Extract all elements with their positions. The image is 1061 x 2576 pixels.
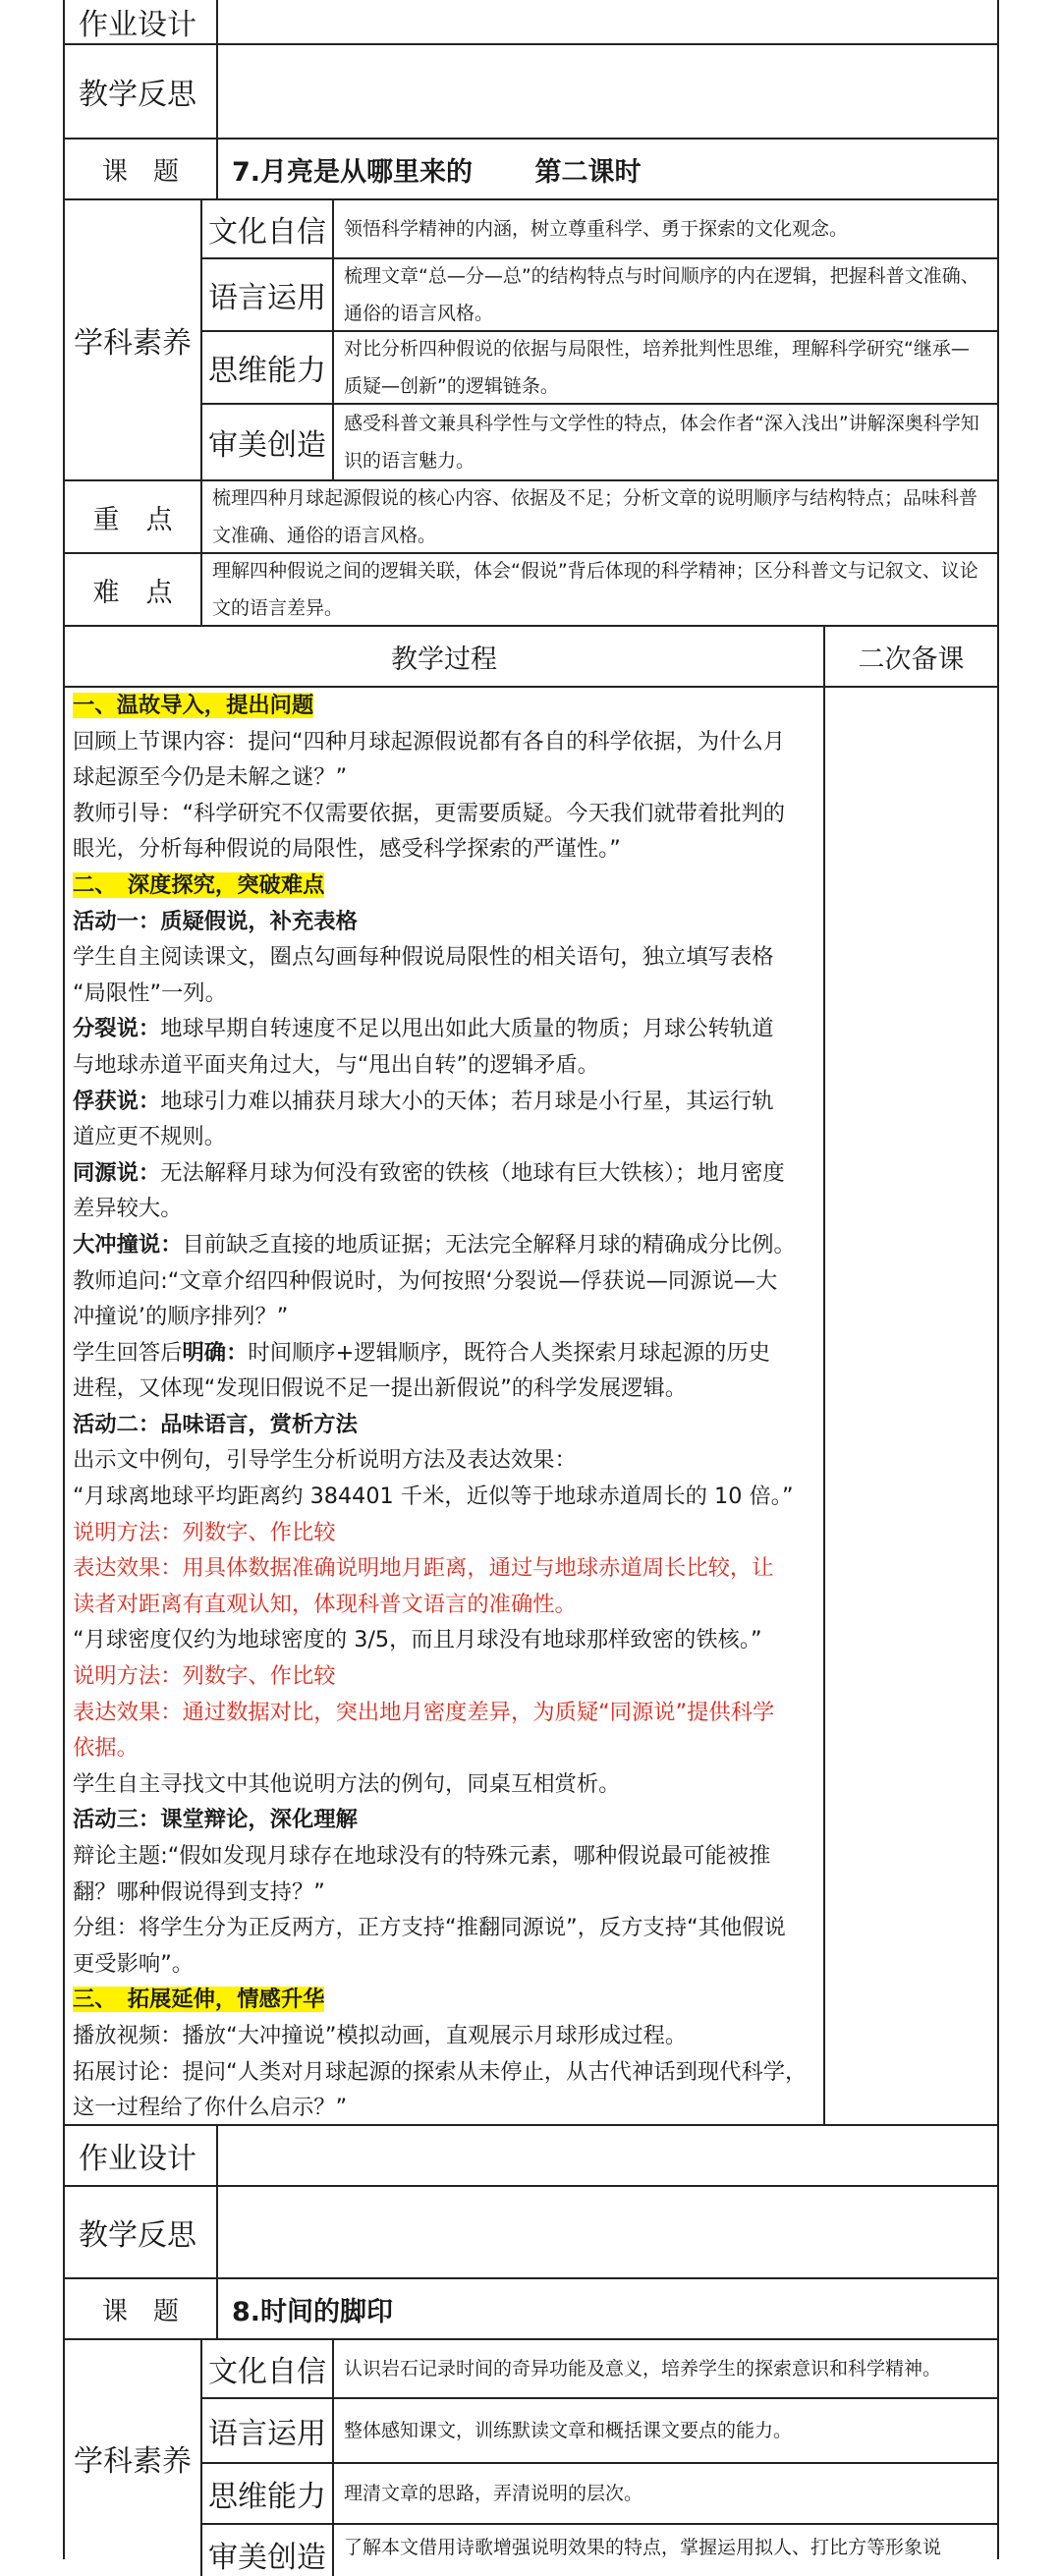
homework-label: 作业设计 [65,0,218,43]
effect-note: 表达效果：通过数据对比，突出地月密度差异，为质疑“同源说”提供科学 [73,1699,775,1725]
paragraph: 教师引导：“科学研究不仅需要依据，更需要质疑。今天我们就带着批判的 [73,800,786,826]
reflection-content[interactable] [218,2187,997,2277]
activity-title: 活动一：质疑假说，补充表格 [73,908,358,934]
competency-text: 对比分析四种假说的依据与局限性，培养批判性思维，理解科学研究“继承—质疑—创新”的逻辑链条。 [344,338,970,397]
homework-content[interactable] [218,2126,997,2185]
effect-note: 表达效果：用具体数据准确说明地月距离，通过与地球赤道周长比较，让 [73,1555,774,1582]
competency-text: 感受科普文兼具科学性与文学性的特点，体会作者“深入浅出”讲解深奥科学知识的语言魅力。 [344,413,979,472]
competency-label: 学科素养 [65,2340,202,2576]
paragraph: 进程，又体现“发现旧假说不足一提出新假说”的科学发展逻辑。 [73,1375,688,1402]
homework-content[interactable] [218,0,997,43]
paragraph: 回顾上节课内容：提问“四种月球起源假说都有各自的科学依据，为什么月 [73,728,786,755]
process-content [65,688,825,2124]
paragraph: 翻？哪种假说得到支持？” [73,1878,325,1905]
paragraph: 这一过程给了你什么启示？” [73,2095,348,2121]
section-title: 一、温故导入，提出问题 [73,693,314,718]
key-point-text: 梳理四种月球起源假说的核心内容、依据及不足；分析文章的说明顺序与结构特点；品味科普文准确、通俗的语言风格。 [212,487,978,546]
example-sentence: “月球离地球平均距离约 384401 千米，近似等于地球赤道周长的 10 倍。” [73,1484,794,1510]
paragraph: “局限性”一列。 [73,980,227,1006]
paragraph: 冲撞说’的顺序排列？” [73,1304,289,1330]
paragraph: 播放视频：播放“大冲撞说”模拟动画，直观展示月球形成过程。 [73,2022,688,2048]
reflection-content[interactable] [218,45,997,138]
lesson-plan-table [63,0,999,2575]
difficulty-row [65,554,997,627]
effect-note: 读者对距离有直观认知，体现科普文语言的准确性。 [73,1591,577,1617]
reflection-row [65,45,997,140]
hypothesis-text: 目前缺乏直接的地质证据；无法完全解释月球的精确成分比例。 [182,1231,796,1258]
topic-label: 课 题 [65,2279,218,2338]
hypothesis-label: 大冲撞说： [73,1231,183,1258]
section-title: 三、 拓展延伸，情感升华 [73,1987,325,2013]
method-note: 说明方法：列数字、作比较 [73,1663,336,1690]
activity-title: 活动二：品味语言，赏析方法 [73,1411,358,1437]
competency-text: 领悟科学精神的内涵，树立尊重科学、勇于探索的文化观念。 [344,218,849,240]
topic-row-2 [65,2279,997,2340]
competency-descriptions [334,200,997,479]
competency-row-2 [65,2340,997,2576]
paragraph: 差异较大。 [73,1196,183,1222]
competency-names [202,200,334,479]
topic-value: 7.月亮是从哪里来的 第二课时 [232,156,642,188]
topic-label: 课 题 [65,140,218,198]
competency-name: 语言运用 [202,259,332,332]
answer-label: 明确： [182,1339,249,1366]
method-note: 说明方法：列数字、作比较 [73,1519,336,1545]
competency-name: 审美创造 [208,428,326,463]
activity-title: 活动三：课堂辩论，深化理解 [73,1807,358,1833]
homework-row [65,0,997,45]
competency-name: 文化自信 [202,200,332,259]
difficulty-text: 理解四种假说之间的逻辑关联，体会“假说”背后体现的科学精神；区分科普文与记叙文、议论文的语言差异。 [212,560,978,619]
paragraph: 分组：将学生分为正反两方，正方支持“推翻同源说”，反方支持“其他假说 [73,1915,786,1941]
hypothesis-text: 地球早期自转速度不足以甩出如此大质量的物质；月球公转轨道 [160,1016,774,1042]
key-point-label: 重 点 [65,481,202,552]
answer-text: 时间顺序+逻辑顺序，既符合人类探索月球起源的历史 [248,1339,770,1366]
competency-name: 思维能力 [202,2464,332,2525]
paragraph: 出示文中例句，引导学生分析说明方法及表达效果： [73,1447,577,1474]
topic-row [65,140,997,200]
competency-text: 理清文章的思路，弄清说明的层次。 [344,2483,643,2504]
hypothesis-text: 地球引力难以捕获月球大小的天体；若月球是小行星，其运行轨 [160,1088,774,1114]
competency-name: 语言运用 [202,2399,332,2464]
competency-descriptions [334,2340,997,2576]
answer-prefix: 学生回答后 [73,1339,183,1366]
hypothesis-text: 无法解释月球为何没有致密的铁核（地球有巨大铁核）；地月密度 [160,1159,785,1186]
paragraph: 更受影响”。 [73,1950,195,1977]
hypothesis-label: 分裂说： [73,1016,161,1042]
competency-text: 梳理文章“总—分—总”的结构特点与时间顺序的内在逻辑，把握科普文准确、通俗的语言风格。 [344,265,979,324]
section-title: 二、 深度探究，突破难点 [73,871,325,898]
process-header-row [65,627,997,688]
competency-label: 学科素养 [65,200,202,479]
key-point-row [65,481,997,554]
topic-value: 8.时间的脚印 [232,2296,394,2327]
paragraph: 球起源至今仍是未解之谜？” [73,764,348,791]
effect-note: 依据。 [73,1735,139,1762]
example-sentence: “月球密度仅约为地球密度的 3/5，而且月球没有地球那样致密的铁核。” [73,1627,762,1653]
process-header: 教学过程 [65,627,825,686]
reflection-label: 教学反思 [65,2187,218,2277]
competency-row [65,200,997,481]
competency-text: 认识岩石记录时间的奇异功能及意义，培养学生的探索意识和科学精神。 [344,2358,942,2380]
competency-name: 审美创造 [208,2541,326,2575]
paragraph: 道应更不规则。 [73,1124,227,1150]
competency-name: 文化自信 [202,2340,332,2399]
revision-header: 二次备课 [858,644,965,675]
paragraph: 学生自主寻找文中其他说明方法的例句，同桌互相赏析。 [73,1770,621,1797]
reflection-label: 教学反思 [65,45,218,138]
process-body-row [65,688,997,2126]
competency-text: 整体感知课文，训练默读文章和概括课文要点的能力。 [344,2420,793,2441]
competency-text: 了解本文借用诗歌增强说明效果的特点，掌握运用拟人、打比方等形象说 [344,2537,942,2558]
paragraph: 拓展讨论：提问“人类对月球起源的探索从未停止，从古代神话到现代科学， [73,2058,808,2085]
competency-name: 思维能力 [202,332,332,405]
paragraph: 辩论主题:“假如发现月球存在地球没有的特殊元素，哪种假说最可能被推 [73,1843,771,1869]
paragraph: 与地球赤道平面夹角过大，与“甩出自转”的逻辑矛盾。 [73,1051,599,1078]
paragraph: 教师追问:“文章介绍四种假说时，为何按照‘分裂说—俘获说—同源说—大 [73,1267,778,1294]
revision-content[interactable] [825,688,997,2124]
homework-label: 作业设计 [65,2126,218,2185]
paragraph: 眼光，分析每种假说的局限性，感受科学探索的严谨性。” [73,836,621,863]
paragraph: 学生自主阅读课文，圈点勾画每种假说局限性的相关语句，独立填写表格 [73,944,774,971]
reflection-row-2 [65,2187,997,2279]
competency-names [202,2340,334,2576]
difficulty-label: 难 点 [65,554,202,625]
homework-row-2 [65,2126,997,2187]
hypothesis-label: 俘获说： [73,1088,161,1114]
hypothesis-label: 同源说： [73,1159,161,1186]
